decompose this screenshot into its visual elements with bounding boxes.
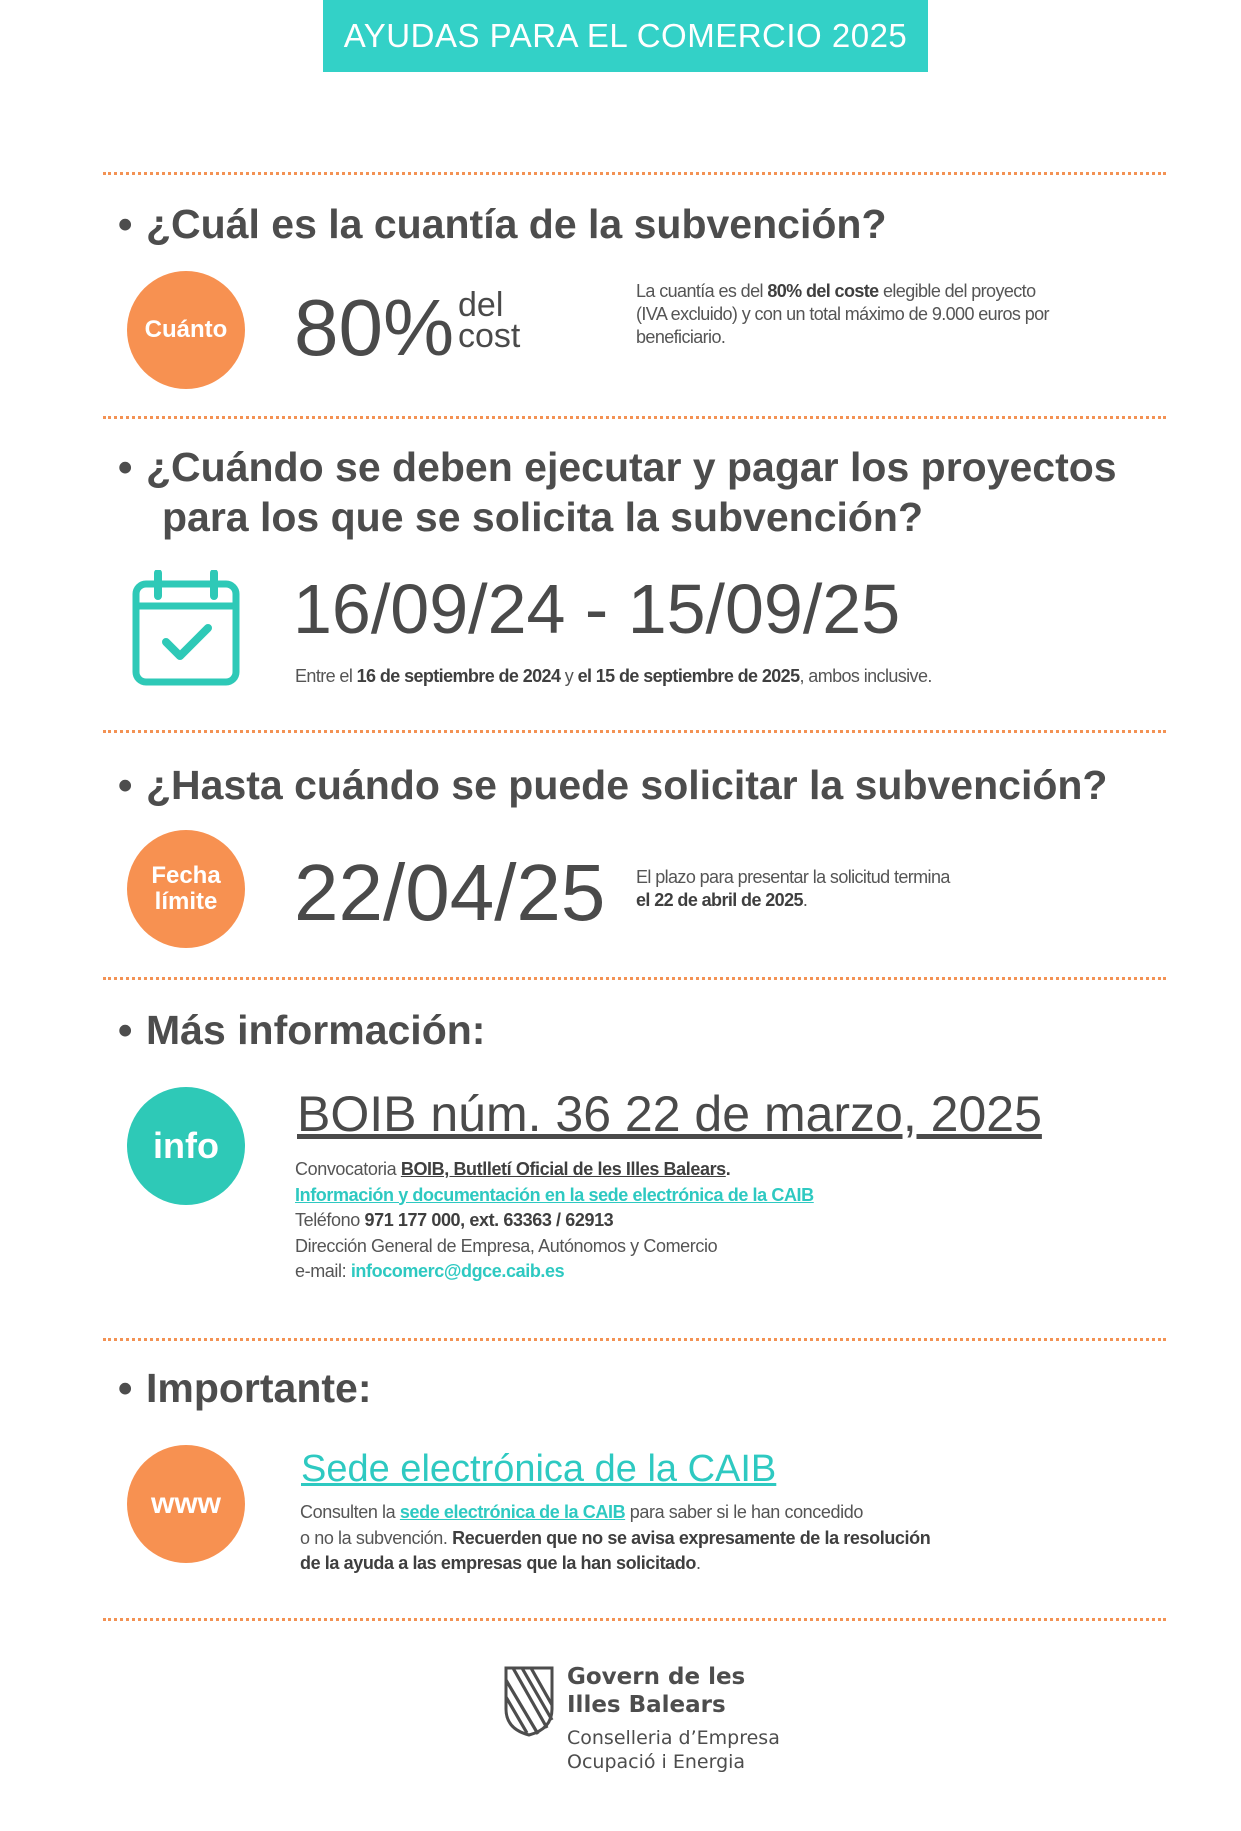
important-note: Consulten la sede electrónica de la CAIB para saber si le han concedido o no la subvención. Recuerden que no se avisa expresamente de la resolución de la ayuda a las empresas que la han solicitado.: [300, 1502, 931, 1573]
amount-badge: Cuánto: [127, 271, 245, 389]
sede-electronica-link[interactable]: Sede electrónica de la CAIB: [301, 1448, 777, 1490]
section-heading-more-info: • Más información:: [118, 1007, 486, 1053]
divider: [103, 416, 1166, 419]
balearic-shield-icon: [503, 1665, 555, 1737]
deadline-description: El plazo para presentar la solicitud termina el 22 de abril de 2025.: [636, 867, 950, 910]
page-banner: [323, 0, 928, 72]
amount-percentage: 80%: [294, 283, 455, 372]
section-heading-deadline: • ¿Hasta cuándo se puede solicitar la subvención?: [118, 762, 1108, 808]
section-heading-amount: • ¿Cuál es la cuantía de la subvención?: [118, 201, 887, 247]
execution-note: Entre el 16 de septiembre de 2024 y el 15 de septiembre de 2025, ambos inclusive.: [295, 666, 932, 686]
boib-official-link[interactable]: BOIB, Butlletí Oficial de les Illes Balears: [400, 1159, 726, 1179]
divider: [103, 172, 1166, 175]
amount-suffix: del cost: [458, 286, 521, 355]
contact-info: [295, 1157, 814, 1285]
phone-line: Teléfono 971 177 000, ext. 63363 / 62913: [295, 1210, 614, 1230]
calendar-check-icon: [132, 570, 240, 686]
banner-title: AYUDAS PARA EL COMERCIO 2025: [343, 17, 908, 54]
government-name: Govern de les Illes Balears: [567, 1664, 746, 1718]
divider: [103, 730, 1166, 733]
www-badge: www: [127, 1445, 245, 1563]
deadline-badge: Fecha límite: [127, 830, 245, 948]
department-name: Conselleria d’Empresa Ocupació i Energia: [567, 1727, 780, 1773]
sede-electronica-inline-link[interactable]: sede electrónica de la CAIB: [399, 1502, 626, 1522]
email-line: e-mail: infocomerc@dgce.caib.es: [295, 1261, 565, 1281]
divider: [103, 1338, 1166, 1341]
divider: [103, 1618, 1166, 1621]
section-heading-important: • Importante:: [118, 1365, 372, 1411]
boib-link[interactable]: BOIB núm. 36 22 de marzo, 2025: [297, 1086, 1042, 1142]
department-line: Dirección General de Empresa, Autónomos y Comercio: [295, 1235, 718, 1256]
section-heading-execution: • ¿Cuándo se deben ejecutar y pagar los proyectos para los que se solicita la subvención?: [118, 444, 1117, 540]
documentation-link[interactable]: Información y documentación en la sede electrónica de la CAIB: [295, 1184, 814, 1205]
convocatoria-line: Convocatoria BOIB, Butlletí Oficial de les Illes Balears.: [295, 1159, 731, 1179]
amount-description: La cuantía es del 80% del coste elegible del proyecto (IVA excluido) y con un total máximo de 9.000 euros por beneficiario.: [636, 281, 1049, 347]
info-badge: info: [127, 1087, 245, 1205]
execution-date-range: 16/09/24 - 15/09/25: [293, 570, 901, 648]
deadline-date: 22/04/25: [294, 848, 606, 937]
email-link[interactable]: infocomerc@dgce.caib.es: [350, 1261, 565, 1281]
divider: [103, 977, 1166, 980]
